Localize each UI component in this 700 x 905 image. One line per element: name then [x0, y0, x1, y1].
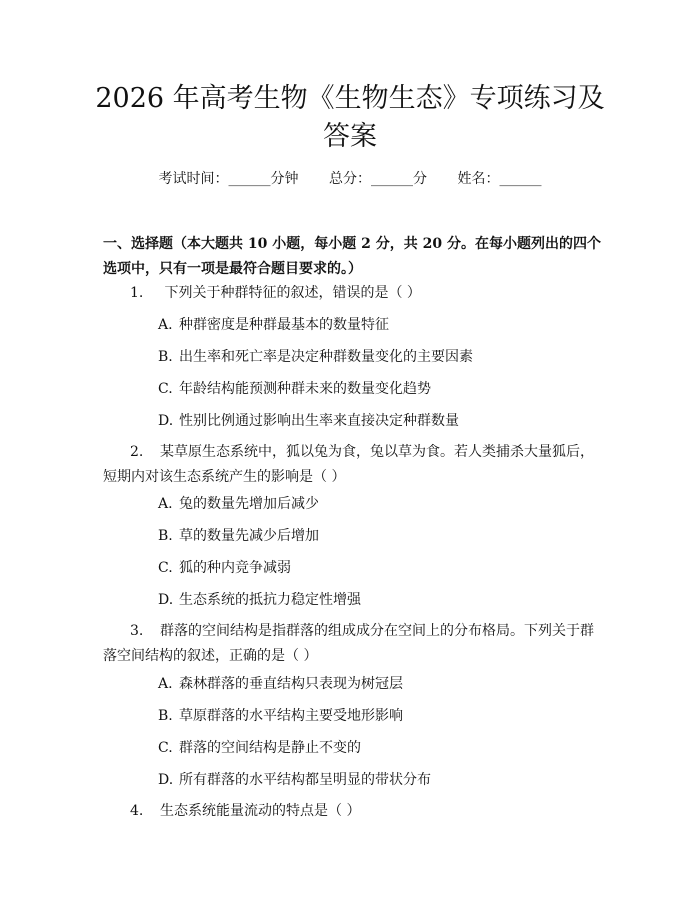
- question-number: 1.: [130, 285, 144, 301]
- question-number: 3.: [130, 623, 144, 639]
- question-4: [103, 799, 603, 824]
- option-letter: C.: [158, 560, 173, 576]
- question-1-option-a: [158, 315, 598, 335]
- option-letter: A.: [158, 676, 173, 692]
- question-2-option-b: [158, 526, 598, 546]
- option-text: 狐的种内竞争减弱: [179, 560, 291, 576]
- exam-info-line: [0, 168, 700, 188]
- option-letter: B.: [158, 528, 173, 544]
- option-text: 兔的数量先增加后减少: [179, 496, 319, 512]
- question-1: [103, 281, 603, 306]
- option-text: 草的数量先减少后增加: [179, 528, 319, 544]
- option-text: 草原群落的水平结构主要受地形影响: [179, 708, 403, 724]
- option-text: 生态系统的抵抗力稳定性增强: [179, 592, 361, 608]
- question-2: [103, 440, 603, 490]
- page-title: 2026 年高考生物《生物生态》专项练习及答案: [95, 83, 605, 152]
- question-1-option-d: [158, 411, 598, 431]
- question-text: 生态系统能量流动的特点是（ ）: [160, 803, 361, 819]
- option-letter: A.: [158, 317, 173, 333]
- option-text: 年龄结构能预测种群未来的数量变化趋势: [179, 381, 431, 397]
- question-3-option-d: [158, 770, 598, 790]
- question-number: 4.: [130, 803, 144, 819]
- question-text: 下列关于种群特征的叙述，错误的是（ ）: [164, 285, 421, 301]
- question-3-option-b: [158, 706, 598, 726]
- option-text: 所有群落的水平结构都呈明显的带状分布: [179, 772, 431, 788]
- question-1-option-b: [158, 347, 598, 367]
- question-2-option-d: [158, 590, 598, 610]
- option-text: 出生率和死亡率是决定种群数量变化的主要因素: [179, 349, 473, 365]
- question-3-option-c: [158, 738, 598, 758]
- option-letter: A.: [158, 496, 173, 512]
- total-score-field: 总分：______分: [329, 171, 427, 187]
- question-1-option-c: [158, 379, 598, 399]
- question-2-option-c: [158, 558, 598, 578]
- option-letter: D.: [158, 592, 174, 608]
- exam-time-field: 考试时间：______分钟: [158, 171, 299, 187]
- option-text: 森林群落的垂直结构只表现为树冠层: [179, 676, 403, 692]
- question-text: 某草原生态系统中，狐以兔为食，兔以草为食。若人类捕杀大量狐后，短期内对该生态系统产生的影响是（ ）: [103, 444, 594, 485]
- option-letter: C.: [158, 381, 173, 397]
- option-text: 性别比例通过影响出生率来直接决定种群数量: [179, 413, 459, 429]
- student-name-field: 姓名：______: [457, 171, 542, 187]
- question-3-option-a: [158, 674, 598, 694]
- option-text: 群落的空间结构是静止不变的: [179, 740, 361, 756]
- section-heading: 一、选择题（本大题共 10 小题，每小题 2 分，共 20 分。在每小题列出的四个选项中，只有一项是最符合题目要求的。）: [103, 236, 601, 277]
- question-number: 2.: [130, 444, 144, 460]
- question-text: 群落的空间结构是指群落的组成成分在空间上的分布格局。下列关于群落空间结构的叙述，正确的是（ ）: [103, 623, 594, 664]
- option-letter: D.: [158, 413, 174, 429]
- option-letter: B.: [158, 349, 173, 365]
- option-text: 种群密度是种群最基本的数量特征: [179, 317, 389, 333]
- question-2-option-a: [158, 494, 598, 514]
- question-3: [103, 619, 603, 669]
- option-letter: D.: [158, 772, 174, 788]
- option-letter: C.: [158, 740, 173, 756]
- option-letter: B.: [158, 708, 173, 724]
